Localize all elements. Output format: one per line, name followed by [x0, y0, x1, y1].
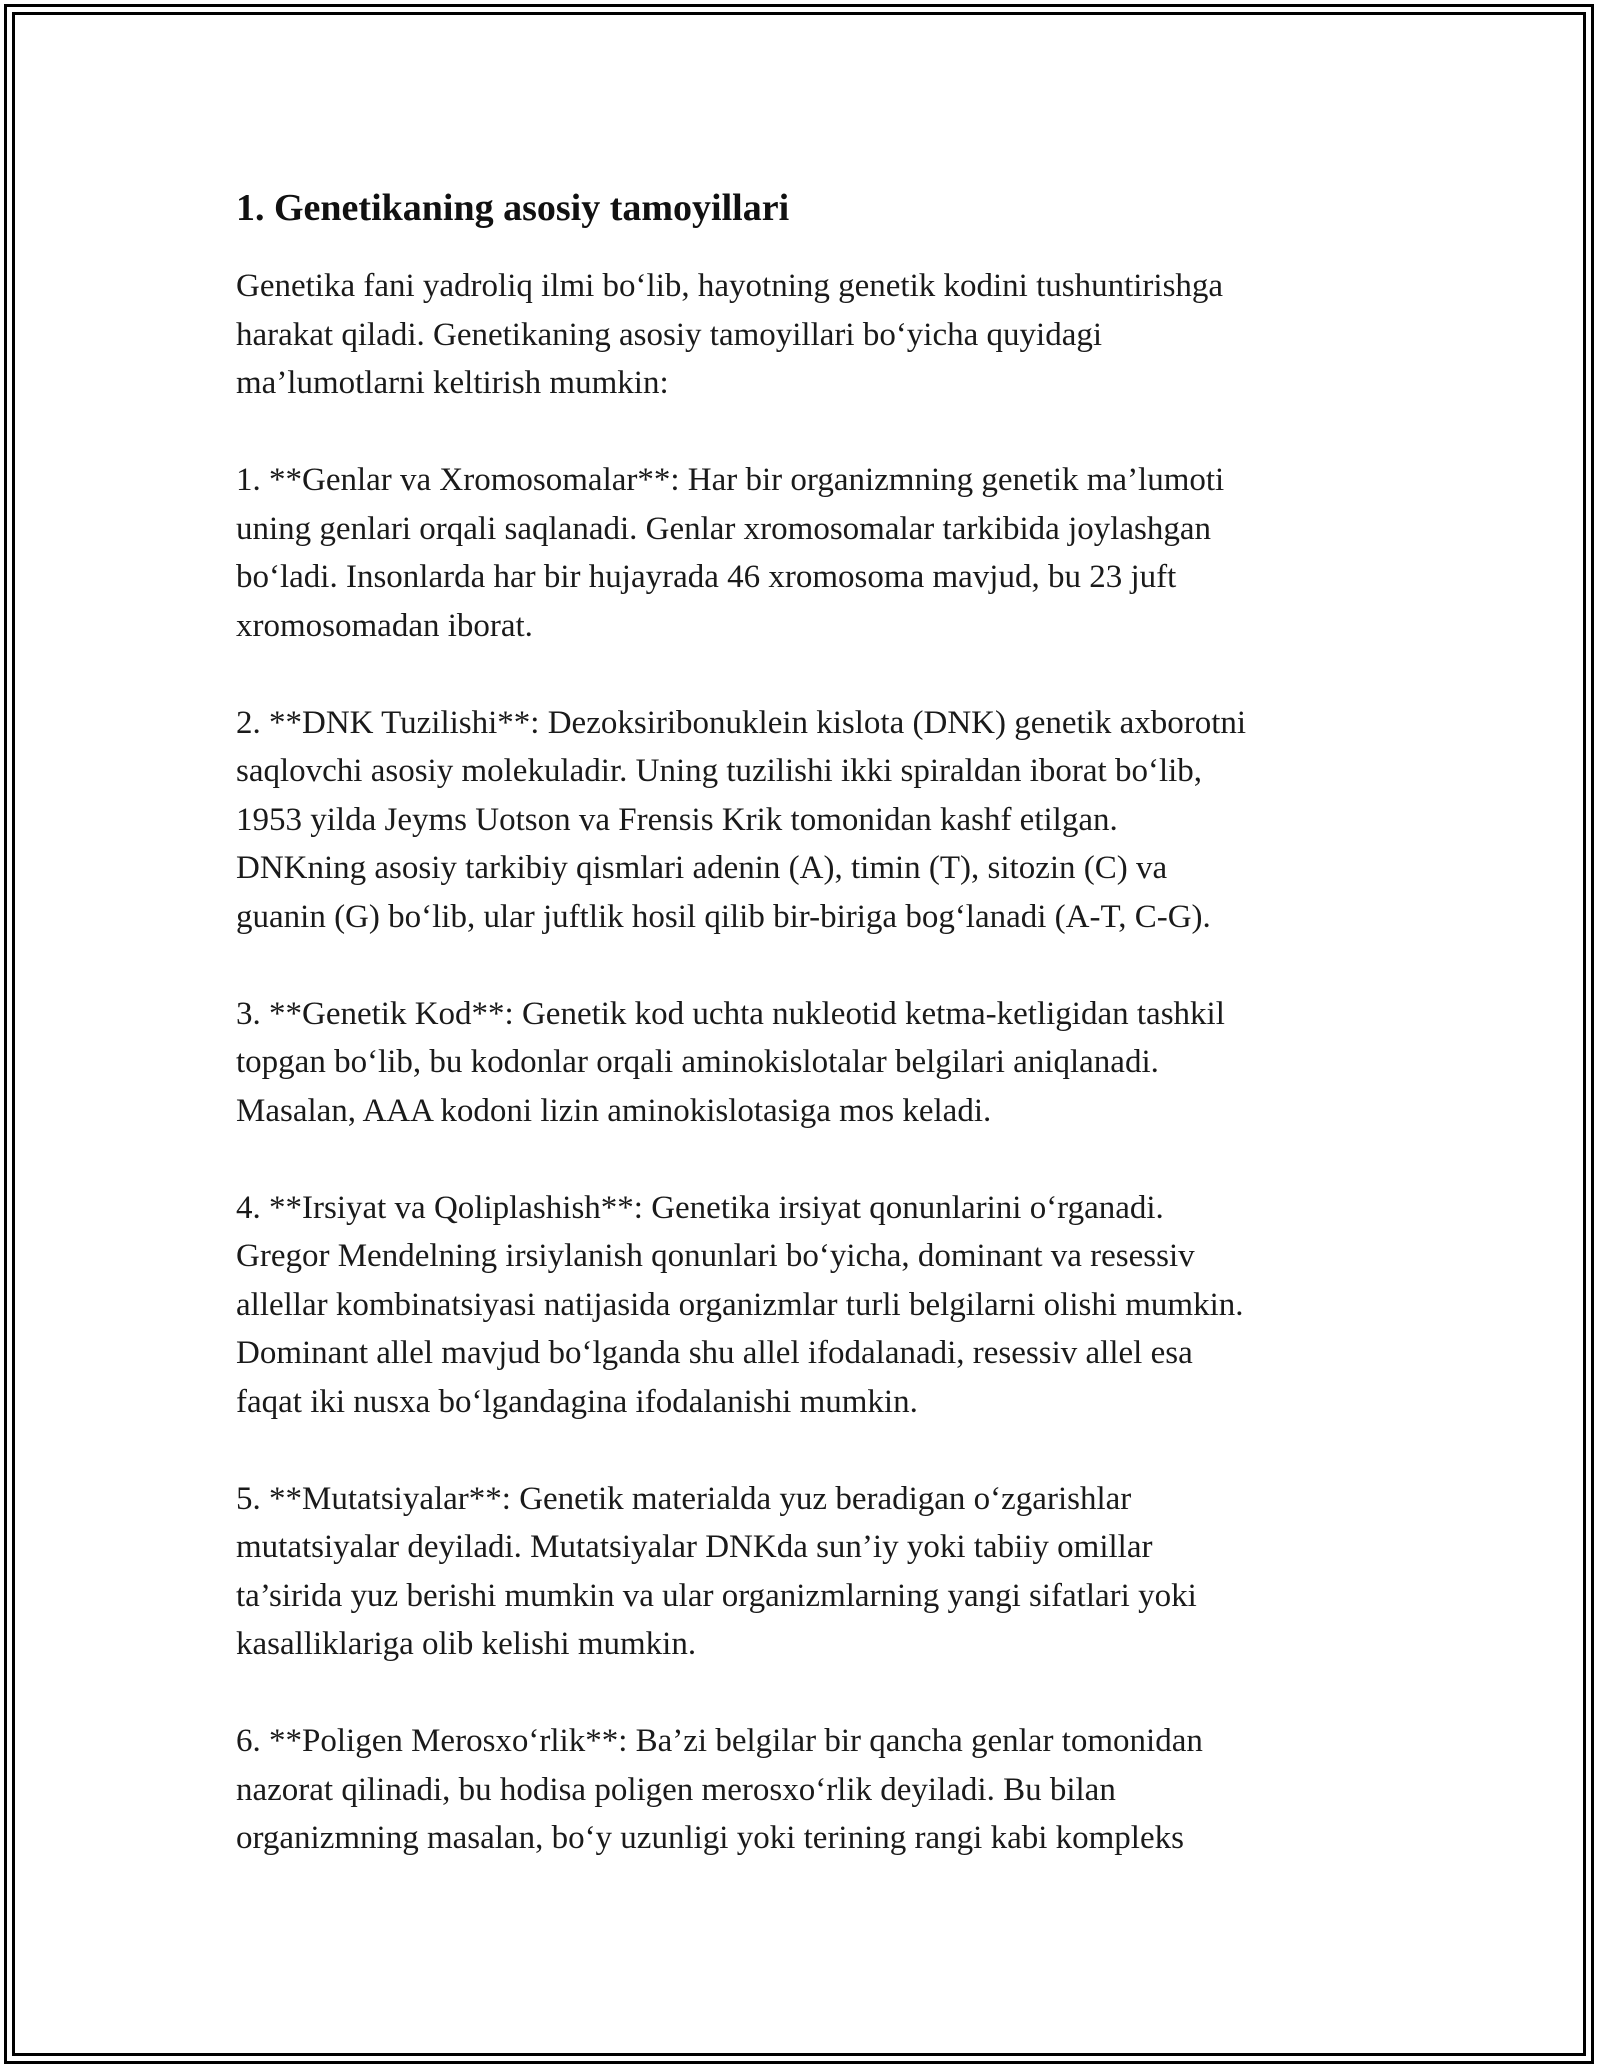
paragraph-genes-chromosomes: 1. **Genlar va Xromosomalar**: Har bir organizmning genetik ma’lumoti uning genlari orqali saqlanadi. Genlar xromosomalar tarkibida joylashgan bo‘ladi. Insonlarda har bir hujayrada 46 xromosoma mavjud, bu 23 juft xromosomadan iborat.: [236, 462, 1225, 644]
paragraph-polygenic-inheritance: 6. **Poligen Merosxo‘rlik**: Ba’zi belgilar bir qancha genlar tomonidan nazorat qilinadi, bu hodisa poligen merosxo‘rlik deyiladi. Bu bilan organizmning masalan, bo‘y uzunligi yoki terining rangi kabi kompleks: [236, 1723, 1203, 1856]
paragraph-heredity: 4. **Irsiyat va Qoliplashish**: Genetika irsiyat qonunlarini o‘rganadi. Gregor Mendelning irsiylanish qonunlari bo‘yicha, dominant va resessiv allellar kombinatsiyasi natijasida organizmlar turli belgilarni olishi mumkin. Dominant allel mavjud bo‘lganda shu allel ifodalanadi, resessiv allel esa faqat iki nusxa bo‘lgandagina ifodalanishi mumkin.: [236, 1189, 1244, 1420]
paragraph-mutations: 5. **Mutatsiyalar**: Genetik materialda yuz beradigan o‘zgarishlar mutatsiyalar deyiladi. Mutatsiyalar DNKda sun’iy yoki tabiiy omillar ta’sirida yuz berishi mumkin va ular organizmlarning yangi sifatlari yoki kasalliklariga olib kelishi mumkin.: [236, 1480, 1197, 1662]
document-body: [236, 184, 1386, 1911]
paragraph-dna-structure: 2. **DNK Tuzilishi**: Dezoksiribonuklein kislota (DNK) genetik axborotni saqlovchi asosiy molekuladir. Uning tuzilishi ikki spiraldan iborat bo‘lib, 1953 yilda Jeyms Uotson va Frensis Krik tomonidan kashf etilgan. DNKning asosiy tarkibiy qismlari adenin (A), timin (T), sitozin (C) va guanin (G) bo‘lib, ular juftlik hosil qilib bir-biriga bog‘lanadi (A-T, C-G).: [236, 704, 1247, 935]
paragraph-genetic-code: 3. **Genetik Kod**: Genetik kod uchta nukleotid ketma-ketligidan tashkil topgan bo‘lib, bu kodonlar orqali aminokislotalar belgilari aniqlanadi. Masalan, AAA kodoni lizin aminokislotasiga mos keladi.: [236, 995, 1225, 1129]
section-heading: 1. Genetikaning asosiy tamoyillari: [236, 187, 790, 229]
intro-paragraph: Genetika fani yadroliq ilmi bo‘lib, hayotning genetik kodini tushuntirishga harakat qiladi. Genetikaning asosiy tamoyillari bo‘yicha quyidagi ma’lumotlarni keltirish mumkin:: [236, 268, 1224, 401]
